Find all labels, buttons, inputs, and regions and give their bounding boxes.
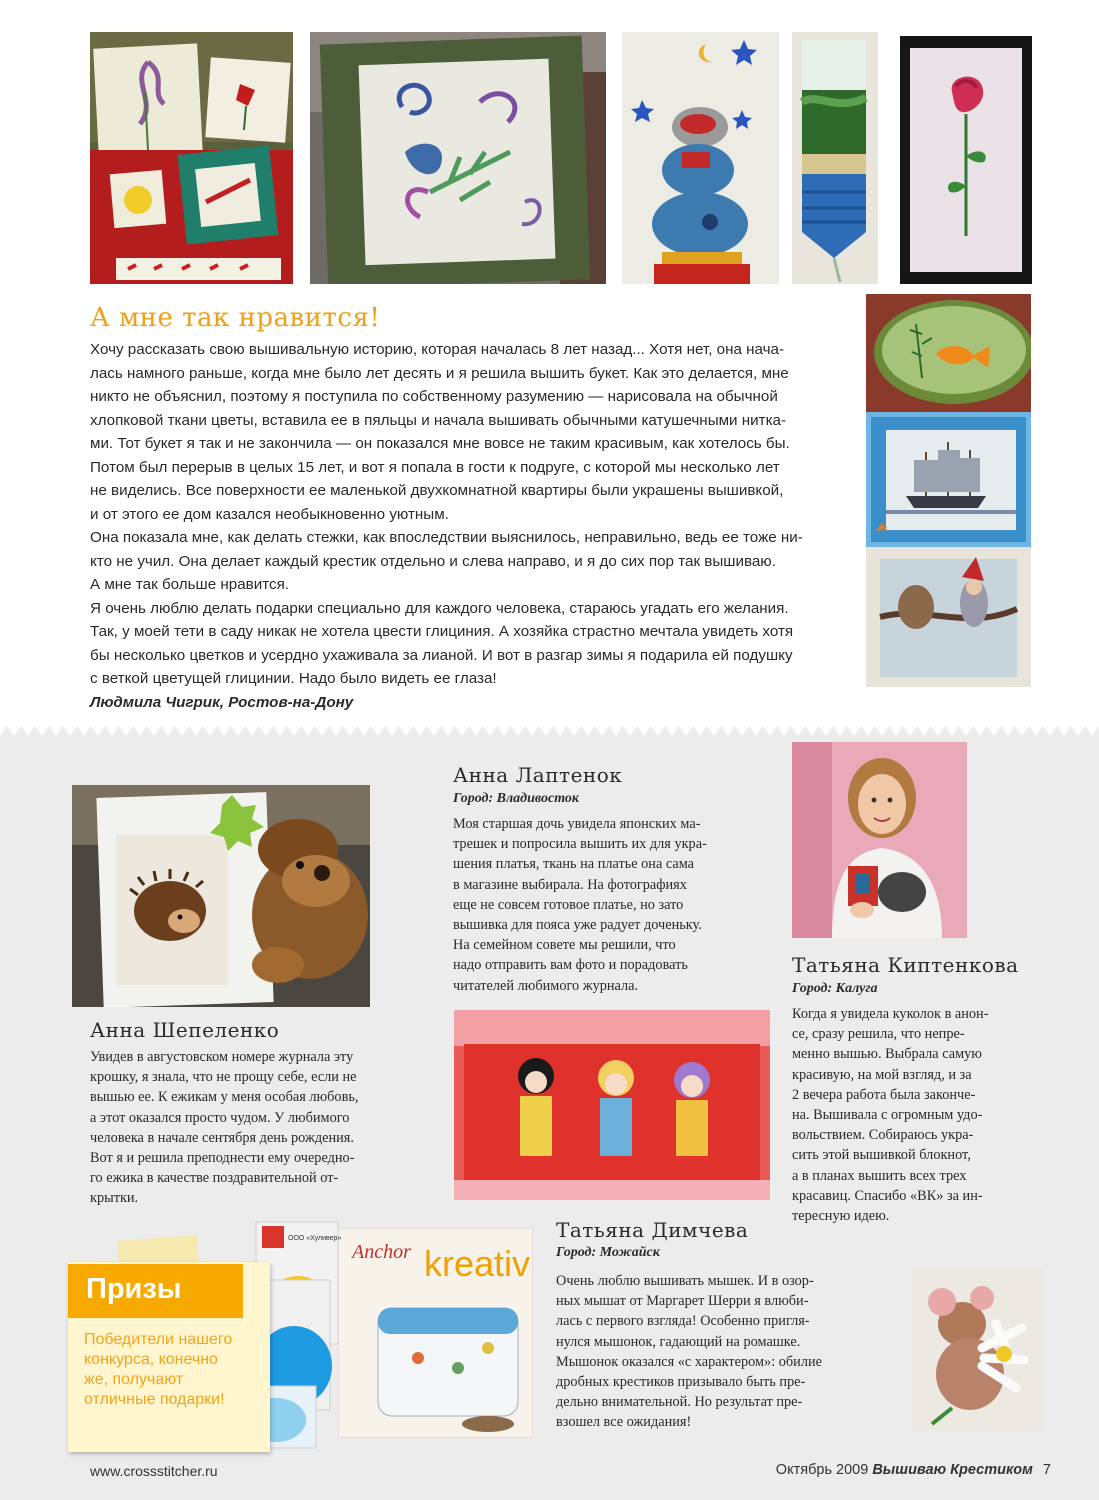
photo-bookmark-landscape [792,32,878,284]
prize-title: Призы [86,1273,182,1305]
story-line: ми. Тот букет я так и не закончила — он показался мне вовсе не таким красивым, как хотелось бы. [90,435,790,452]
story-body [90,338,840,714]
photo-goldfish-box [866,294,1031,412]
magazine-brand: Anchor [352,1241,411,1263]
story-line: и от этого ее дом казался необыкновенно уютным. [90,505,449,523]
footer-date: Октябрь 2009 [775,1462,869,1478]
text-line: 2 вечера работа была закончe- [792,1086,976,1103]
prize-line: конкурса, конечно [84,1351,218,1368]
story-title: А мне так нравится! [90,303,381,333]
text-line: Увидев в августовском номере журнала эту [90,1049,354,1065]
text-line: крытки. [90,1190,139,1207]
story-line: хлопковой ткани цветы, вставила ее в пяльцы и начала вышивать обычными катушечными нитка- [90,411,787,429]
text-line: дробных крестиков призывало быть пре- [556,1374,806,1391]
prize-text [84,1330,264,1410]
text-line: сить этой вышивкой блокнот, [792,1147,971,1164]
person-text-dimcheva [556,1271,901,1433]
text-line: На семейном совете мы решили, что [453,937,676,954]
person-text-kiptenkova [792,1004,1052,1226]
story-line: бы несколько цветков и усердно ухаживала за лианой. И вот в разгар зимы я подарила ей подушку [90,646,793,664]
prize-line: отличные подарки! [84,1391,225,1408]
photo-prize-magazine [338,1228,533,1438]
story-line: Так, у моей тети в саду никак не хотела цвести глициния. А хозяйка страстно мечтала увидеть хотя [90,623,794,640]
package-label: ООО «Хуливер» [288,1235,342,1242]
text-line: Вот я и решила преподнести ему очередно- [90,1150,355,1167]
text-line: красивую, на мой взгляд, и за [792,1066,972,1083]
text-line: красавиц. Спасибо «ВК» за ин- [792,1187,983,1204]
story-line: лась намного раньше, когда мне было лет десять и я решила вышить букет. Как это делается, мне [90,364,789,382]
photo-hedgehog-card [72,785,370,1007]
prize-line: Победители нашего [84,1331,233,1348]
person-name-dimcheva: Татьяна Димчева [556,1218,749,1242]
story-line: никто не объяснил, поэтому я поступила по собственному разумению — нарисовала на обычной [90,388,778,405]
text-line: менно вышью. Выбрала самую [792,1046,982,1063]
person-name-kiptenkova: Татьяна Киптенкова [792,953,1019,977]
story-author: Людмила Чигрик, Ростов-на-Дону [90,693,354,711]
text-line: шения платья, ткань на платье она сама [453,856,695,873]
text-line: се, сразу решила, что непре- [792,1026,965,1043]
story-line: Потом был перерыв в целых 15 лет, и вот я попала в гости к подруге, с которой мы несколько лет [90,458,780,476]
text-line: на. Вышивала с огромным удо- [792,1107,983,1124]
story-line: Я очень люблю делать подарки специально для каждого человека, стараюсь угадать его желания. [90,599,789,617]
text-line: взошел все ожидания! [556,1414,692,1431]
photo-elephants [622,32,779,284]
photo-framed-rose [900,36,1032,284]
text-line: Когда я увидела куколок в анон- [792,1006,989,1022]
footer-magazine: Вышиваю Крестиком [872,1462,1033,1478]
text-line: лась с первого взгляда! Особенно пригля- [556,1313,810,1330]
prize-line: же, получают [84,1371,184,1388]
text-line: вольствием. Собираюсь укра- [792,1127,974,1144]
story-line: кто не учил. Она делает каждый крестик отдельно и слева направо, и я до сих пор так вышиваю. [90,552,776,570]
story-line: не виделись. Все поверхности ее маленькой двухкомнатной квартиры были украшены вышивкой, [90,482,784,499]
text-line: ных мышат от Маргарет Шерри я влюби- [556,1293,809,1310]
story-line: с веткой цветущей глицинии. Надо было видеть ее глаза! [90,670,497,687]
person-name-shepelenko: Анна Шепеленко [90,1018,280,1042]
story-line: Хочу рассказать свою вышивальную историю, которая началась 8 лет назад... Хотя нет, она нача- [90,341,785,358]
story-line: А мне так больше нравится. [90,576,290,593]
text-line: надо отправить вам фото и порадовать [453,957,688,974]
text-line: читателей любимого журнала. [453,977,639,994]
text-line: Моя старшая дочь увидела японских ма- [453,816,701,832]
text-line: Мышонок оказался «с характером»: обилие [556,1353,822,1370]
text-line: а в планах вышить всех трех [792,1167,967,1184]
footer-website: www.crossstitcher.ru [90,1463,218,1479]
photo-ship-frame [866,412,1031,547]
text-line: Очень люблю вышивать мышек. И в озор- [556,1273,814,1289]
text-line: вышивка для пояса уже радует доченьку. [453,917,702,934]
photo-woman-portrait [792,742,967,938]
story-line: Она показала мне, как делать стежки, как впоследствии выяснилось, неправильно, ведь ее тоже ни- [90,529,803,546]
person-name-laptenok: Анна Лаптенок [453,763,623,787]
text-line: крошку, я знала, что не прощу себе, если не [90,1069,357,1086]
photo-mouse-daisy [912,1268,1042,1430]
photo-paisley-pillow [310,32,606,284]
person-city-laptenok: Город: Владивосток [453,791,579,806]
footer-issue [776,1462,1051,1478]
text-line: а этот оказался просто чудом. У любимого [90,1109,350,1126]
person-text-shepelenko [90,1047,435,1209]
text-line: го ежика в качестве поздравительной от- [90,1170,339,1187]
text-line: человека в начале сентября день рождения. [90,1129,354,1146]
text-line: в магазине выбирала. На фотографиях [453,876,687,893]
photo-gnome-frame [866,547,1031,687]
footer-page-number: 7 [1042,1462,1051,1478]
person-city-kiptenkova: Город: Калуга [792,981,878,996]
person-city-dimcheva: Город: Можайск [556,1245,660,1260]
text-line: дельно внимательной. Но результат пре- [556,1394,803,1411]
text-line: трешек и попросила вышить их для укра- [453,836,707,853]
photo-kokeshi-dolls [454,1010,770,1200]
text-line: вышью ее. К ежикам у меня особая любовь, [90,1089,359,1106]
text-line: еще не совсем готовое платье, но зато [453,896,684,913]
magazine-title: kreativ [424,1243,531,1284]
text-line: нулся мышонок, гадающий на ромашке. [556,1333,801,1350]
person-text-laptenok [453,814,773,996]
text-line: тересную идею. [792,1208,890,1225]
photo-potholders [90,32,293,284]
